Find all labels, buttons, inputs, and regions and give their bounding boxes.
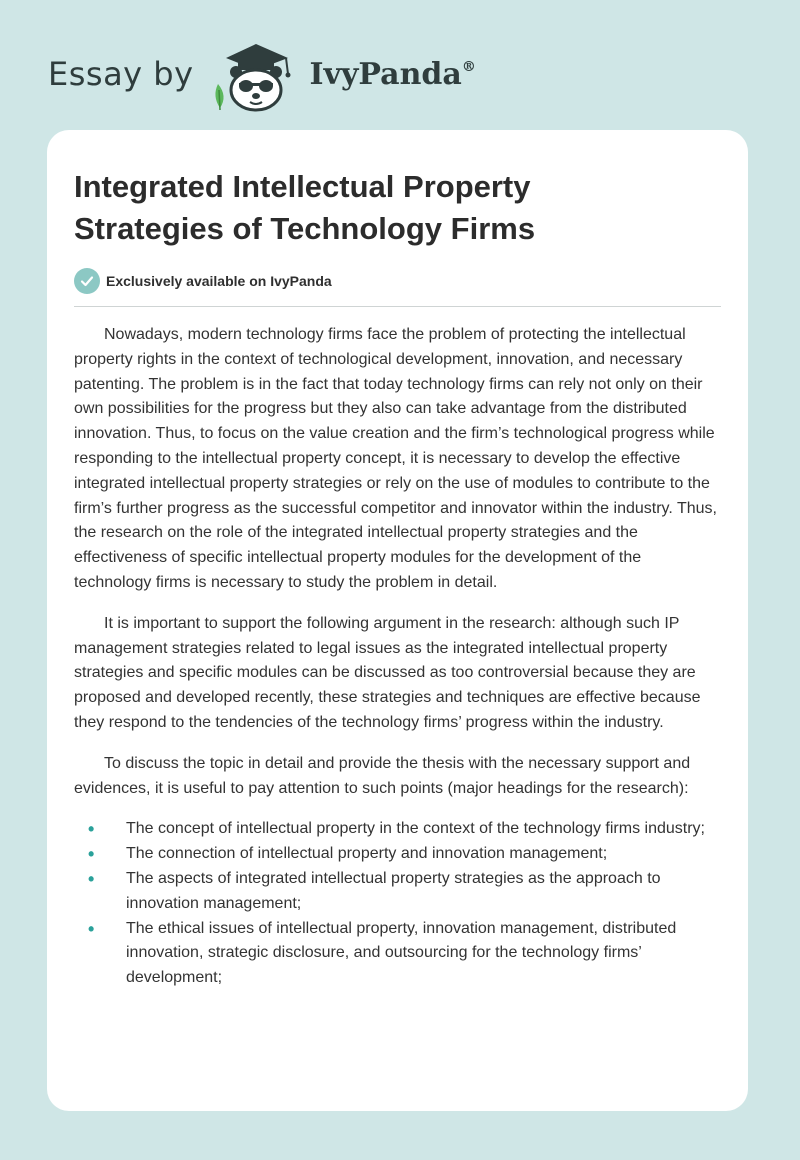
bullet-icon: • — [88, 918, 95, 939]
list-item — [74, 917, 721, 991]
essay-card — [47, 130, 748, 1111]
essay-by-label: Essay by — [48, 55, 194, 93]
list-item — [74, 867, 721, 917]
site-header — [48, 34, 476, 114]
panda-graduate-icon[interactable] — [208, 34, 304, 114]
list-item-text: The ethical issues of intellectual property, innovation management, distributed innovation, strategic disclosure, and outsourcing for the technology firms’ development; — [126, 919, 677, 987]
bullet-icon: • — [88, 819, 95, 840]
list-item — [74, 842, 721, 867]
bullet-icon: • — [88, 868, 95, 889]
list-item — [74, 817, 721, 842]
page-title: Integrated Intellectual Property Strategies of Technology Firms — [74, 169, 536, 246]
essay-body — [74, 323, 721, 991]
exclusive-badge — [74, 268, 721, 294]
brand-name[interactable]: IvyPanda® — [309, 56, 476, 92]
list-item-text: The concept of intellectual property in the context of the technology firms industry; — [126, 820, 705, 838]
paragraph: It is important to support the following argument in the research: although such IP management strategies related to legal issues as the integrated intellectual property strategies and specific modules can be discussed as too controversial because they are proposed and developed recently, these strategies and techniques are effective because they respond to the tendencies of the technology firms’ progress within the industry. — [74, 614, 701, 731]
list-item-text: The aspects of integrated intellectual property strategies as the approach to innovation management; — [126, 869, 661, 912]
research-points-list — [74, 817, 721, 991]
paragraph: To discuss the topic in detail and provide the thesis with the necessary support and evidences, it is useful to pay attention to such points (major headings for the research): — [74, 754, 691, 797]
divider — [74, 306, 721, 307]
registered-mark: ® — [461, 58, 476, 75]
check-circle-icon — [74, 268, 100, 294]
list-item-text: The connection of intellectual property and innovation management; — [126, 845, 608, 863]
paragraph: Nowadays, modern technology firms face the problem of protecting the intellectual property rights in the context of technological development, innovation, and necessary patenting. The problem is in the fact that today technology firms can rely not only on their own possibilities for the progress but they also can take advantage from the distributed innovation. Thus, to focus on the value creation and the firm’s technological progress while responding to the intellectual property concept, it is necessary to develop the effective integrated intellectual property strategies or rely on the use of modules to contribute to the firm’s further progress as the successful competitor and innovator within the industry. Thus, the research on the role of the integrated intellectual property strategies and the effectiveness of specific intellectual property modules for the development of the technology firms is necessary to study the problem in detail. — [74, 326, 717, 591]
badge-text: Exclusively available on IvyPanda — [106, 273, 332, 289]
bullet-icon: • — [88, 844, 95, 865]
